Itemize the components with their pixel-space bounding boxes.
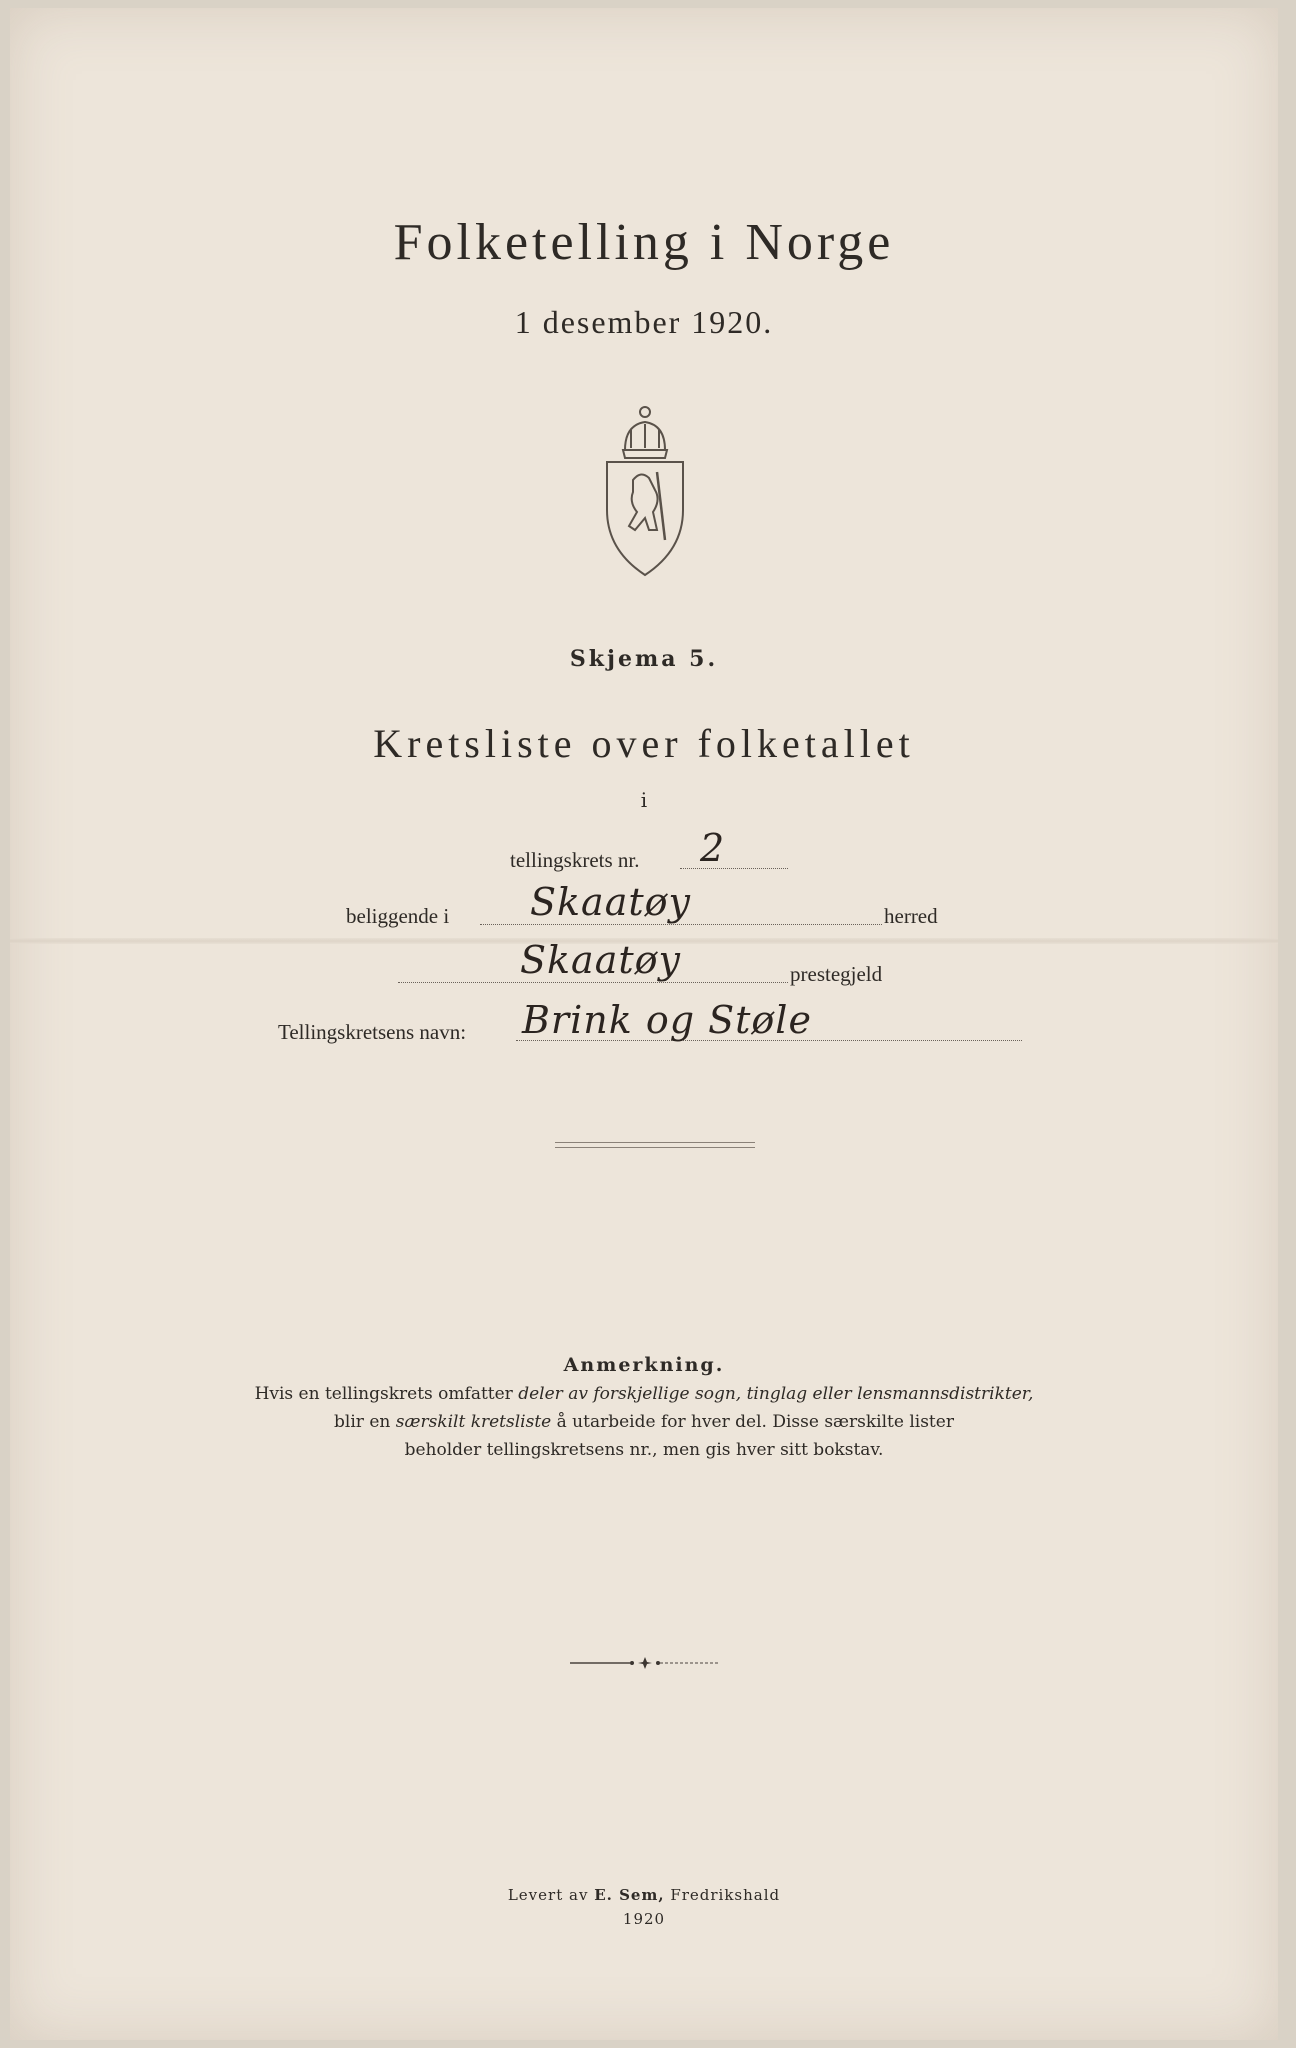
district-name-label: Tellingskretsens navn: <box>278 1020 467 1044</box>
separator-rule-bottom <box>555 1147 755 1148</box>
parish-value: Skaatøy <box>520 938 681 982</box>
remark-line-1: Hvis en tellingskrets omfatter deler av forskjellige sogn, tinglag eller lensmannsdistrikter, <box>254 1384 1034 1404</box>
document-title: Folketelling i Norge <box>393 214 895 271</box>
district-name-value: Brink og Støle <box>522 998 812 1042</box>
located-value: Skaatøy <box>530 880 691 924</box>
parish-label: prestegjeld <box>790 962 883 986</box>
herred-label: herred <box>884 904 938 928</box>
district-number-label: tellingskrets nr. <box>510 848 640 872</box>
printer-line: Levert av E. Sem, Fredrikshald <box>507 1886 781 1904</box>
remark-line-2: blir en særskilt kretsliste å utarbeide for hver del. Disse særskilte lister <box>334 1412 954 1432</box>
preposition-text: i <box>640 788 648 812</box>
schema-number: Skjema 5. <box>569 646 719 672</box>
district-number-line <box>680 868 788 869</box>
printer-year: 1920 <box>622 1910 666 1928</box>
form-heading: Kretsliste over folketallet <box>373 721 915 766</box>
district-number-value: 2 <box>700 826 726 870</box>
remark-title: Anmerkning. <box>563 1354 725 1376</box>
document-date: 1 desember 1920. <box>514 304 774 340</box>
document-page <box>10 8 1278 2040</box>
ornament-divider-icon <box>570 1656 720 1670</box>
located-label: beliggende i <box>346 904 450 928</box>
parish-line <box>398 982 788 983</box>
coat-of-arms-icon <box>595 400 695 580</box>
separator-rule-top <box>555 1142 755 1143</box>
located-line <box>480 924 882 925</box>
remark-line-3: beholder tellingskretsens nr., men gis hver sitt bokstav. <box>404 1440 884 1460</box>
